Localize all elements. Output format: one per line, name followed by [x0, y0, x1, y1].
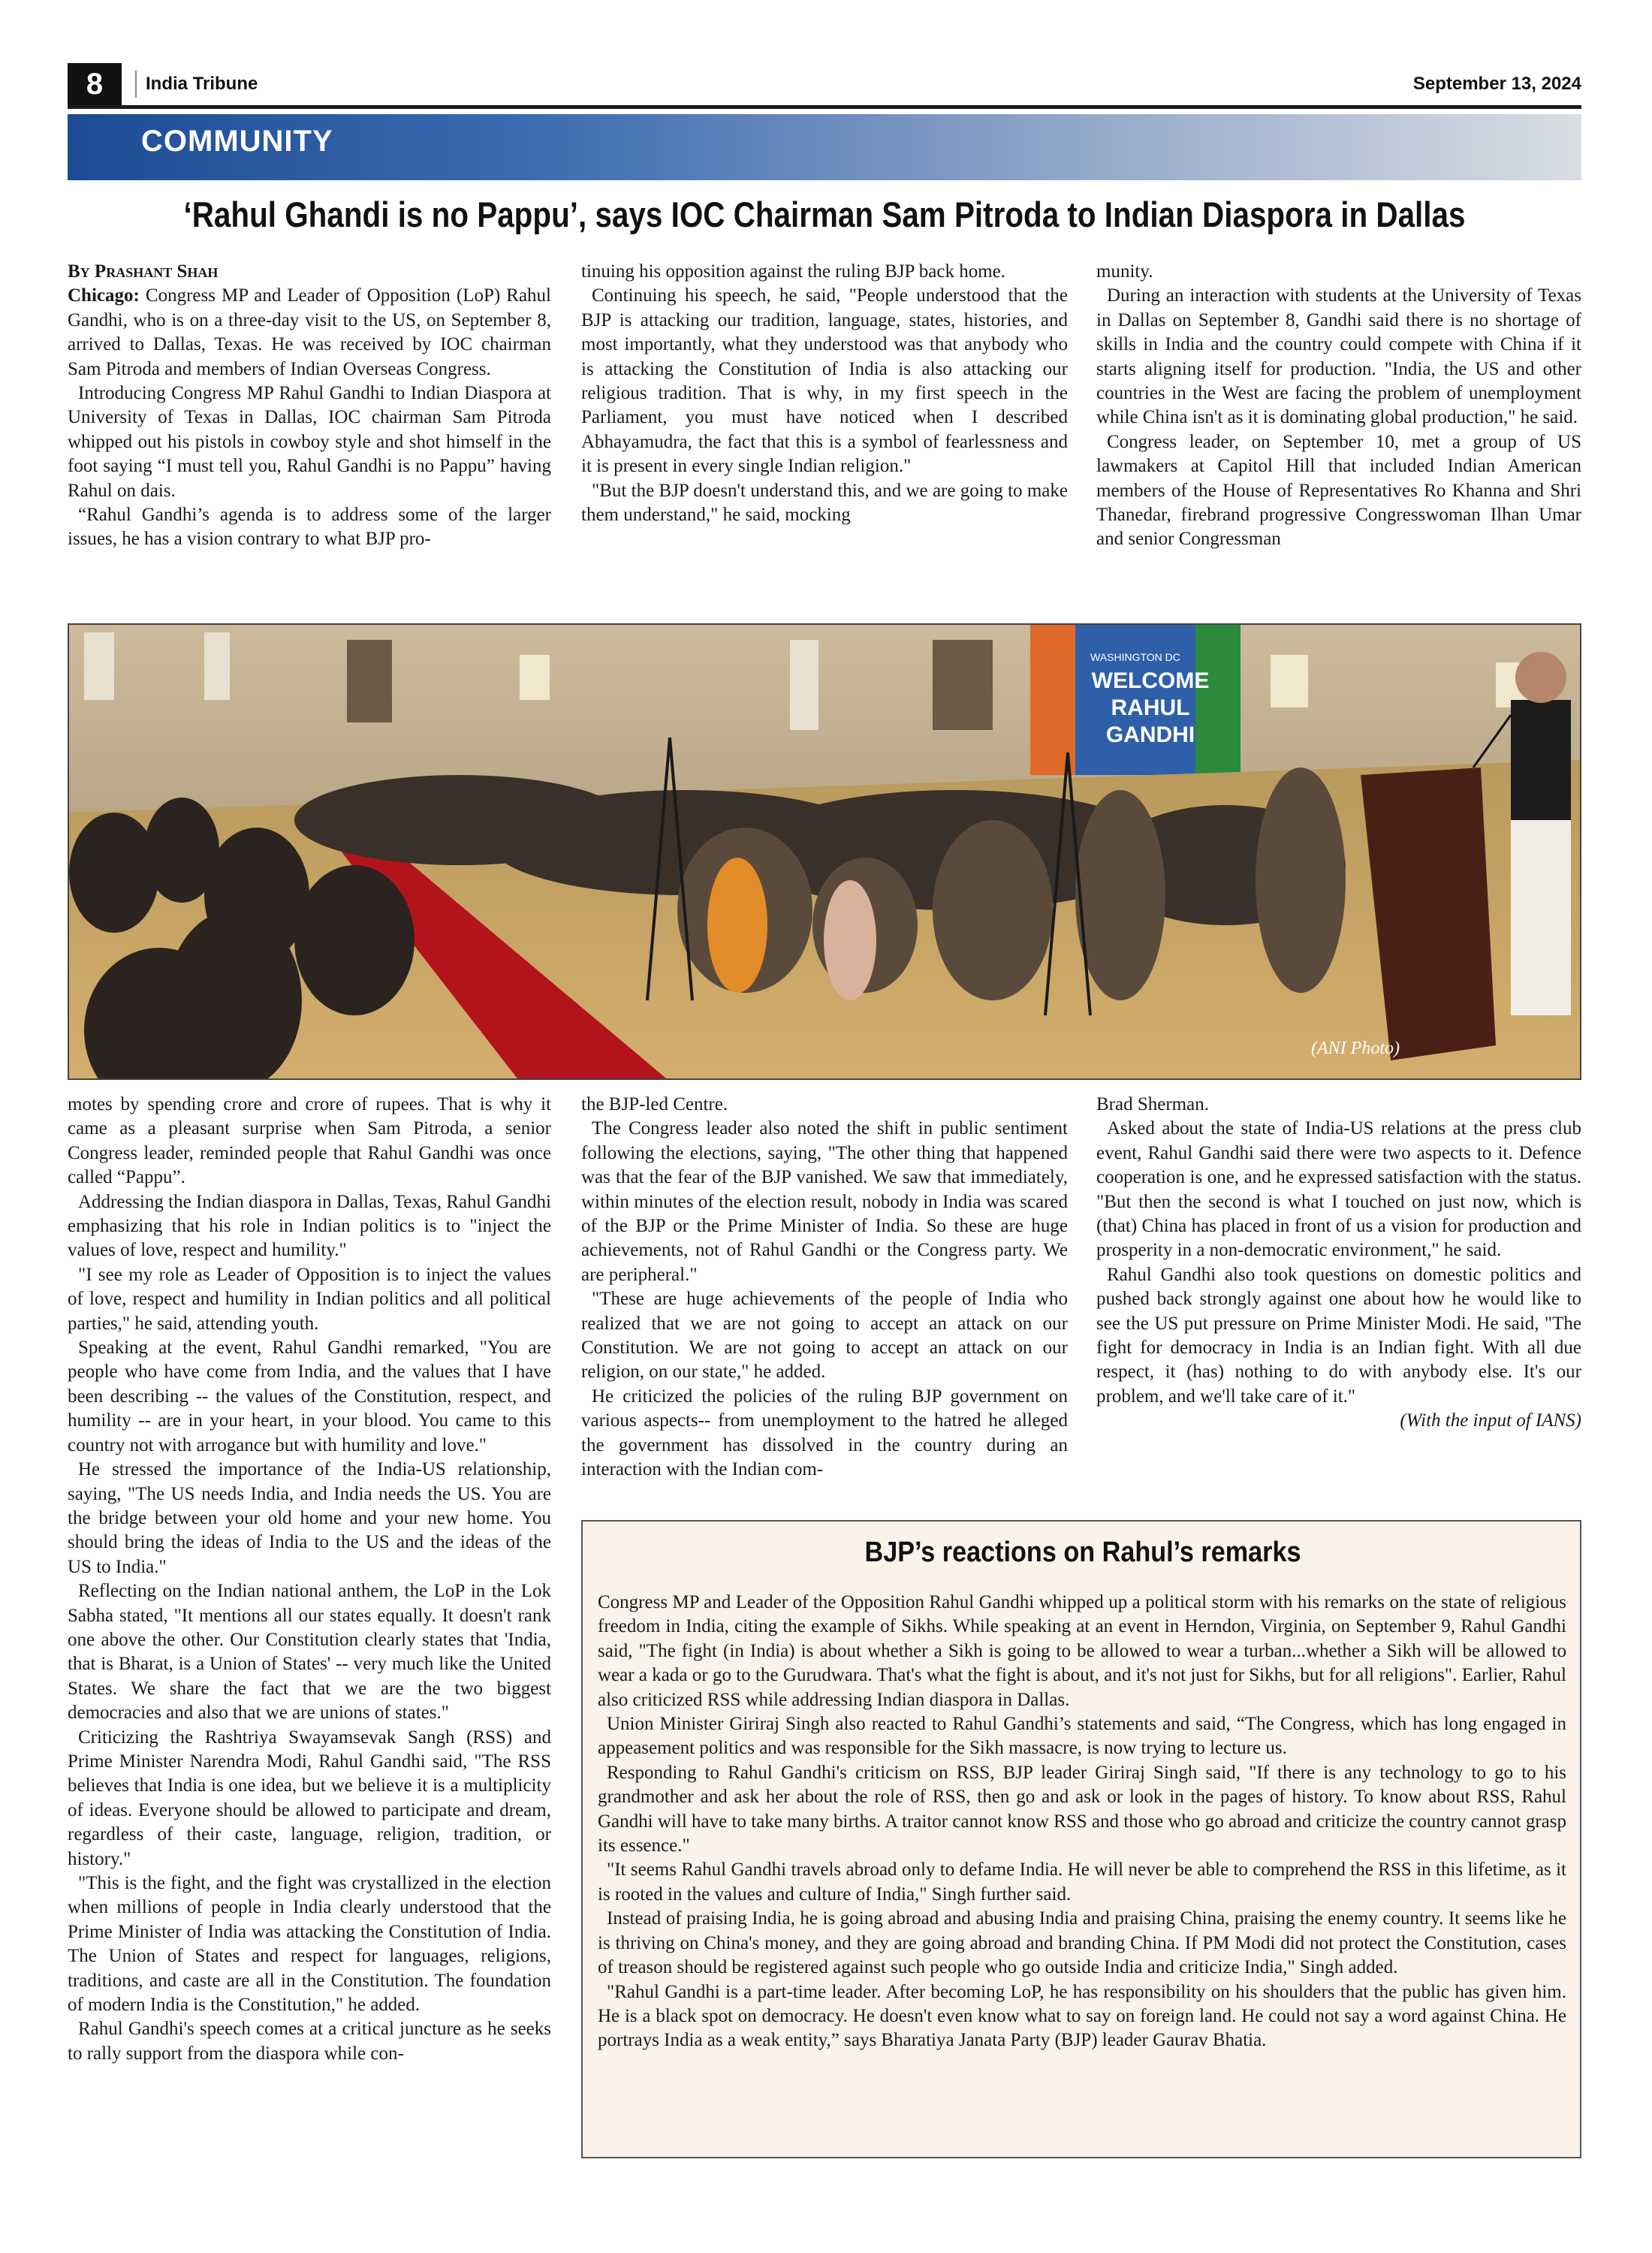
- top-column-3: [1096, 260, 1581, 552]
- photo-credit: (ANI Photo): [1311, 1039, 1400, 1058]
- banner-text-1: WASHINGTON DC: [1090, 651, 1180, 663]
- source-credit: (With the input of IANS): [1400, 1410, 1581, 1431]
- paragraph: Responding to Rahul Gandhi's criticism on RSS, BJP leader Giriraj Singh said, "If there is any technology to go to his grandmother and ask her about the role of RSS, then go and ask or look in the pages of history. To know about RSS, Rahul Gandhi will have to take many births. A traitor cannot know RSS and those who go abroad and criticize the country cannot grasp its essence.": [598, 1762, 1566, 1856]
- paragraph: Union Minister Giriraj Singh also reacted to Rahul Gandhi’s statements and said, “The Congress, which has long engaged in appeasement politics and was responsible for the Sikh massacre, is now trying to lecture us.: [598, 1714, 1566, 1759]
- banner-text-3: RAHUL: [1111, 695, 1190, 720]
- section-band: [68, 114, 1581, 180]
- paragraph: Speaking at the event, Rahul Gandhi remarked, "You are people who have come from India, and the values that I have been describing -- the values of the Constitution, respect, and humility -- are in your heart, in your blood. You came to this country not with arrogance but with humility and love.": [68, 1338, 551, 1455]
- article-headline: ‘Rahul Ghandi is no Pappu’, says IOC Chairman Sam Pitroda to Indian Diaspora in Dallas: [183, 195, 1466, 234]
- sidebar-text: [598, 1591, 1566, 2053]
- paragraph: Introducing Congress MP Rahul Gandhi to Indian Diaspora at University of Texas in Dallas, IOC chairman Sam Pitroda whipped out his pistols in cowboy style and shot himself in the foot saying “I must tell you, Rahul Gandhi is no Pappu” having Rahul on dais.: [68, 383, 551, 501]
- paragraph: Addressing the Indian diaspora in Dallas, Texas, Rahul Gandhi emphasizing that his role in Indian politics is to "inject the values of love, respect and humility.": [68, 1191, 551, 1261]
- header-divider: [135, 71, 137, 98]
- paragraph: munity.: [1096, 261, 1153, 282]
- paragraph: "This is the fight, and the fight was crystallized in the election when millions of people in India clearly understood that the Prime Minister of India was attacking the Constitution of India. The Union of States and respect for languages, religions, traditions, and caste are all in the Constitution. The foundation of modern India is the Constitution," he added.: [68, 1873, 551, 2016]
- bottom-column-1: [68, 1093, 551, 2066]
- paragraph: Continuing his speech, he said, "People understood that the BJP is attacking our tradition, language, states, histories, and most importantly, what they understood was that anybody who is attacking the Constitution of India is also attacking our religious tradition. That is why, in my first speech in the Parliament, you must have noticed when I described Abhayamudra, the fact that this is a symbol of fearlessness and it is present in every single Indian religion.": [581, 285, 1068, 477]
- paragraph: During an interaction with students at the University of Texas in Dallas on September 8, Gandhi said there is no shortage of skills in India and the country could compete with China if it starts aligning itself for production. "India, the US and other countries in the West are facing the problem of unemployment while China isn't as it is dominating global production," he said.: [1096, 285, 1581, 428]
- top-column-1: [68, 260, 551, 552]
- paragraph: Reflecting on the Indian national anthem, the LoP in the Lok Sabha stated, "It mentions all our states equally. It doesn't rank one above the other. Our Constitution clearly states that 'India, that is Bharat, is a Union of States' -- very much like the United States. We share the fact that we are the two biggest democracies and also that we are unions of states.": [68, 1581, 551, 1724]
- paragraph: "Rahul Gandhi is a part-time leader. After becoming LoP, he has responsibility on his shoulders that the public has given him. He is a black spot on democracy. He doesn't even know what to say on foreign land. He could not say a word against China. He portrays India as a weak entity,” says Bharatiya Janata Party (BJP) leader Gaurav Bhatia.: [598, 1981, 1566, 2051]
- byline: By Prashant Shah: [68, 261, 219, 282]
- bottom-column-2: [581, 1093, 1068, 1482]
- banner-text-4: GANDHI: [1105, 722, 1195, 747]
- paragraph: He criticized the policies of the ruling BJP government on various aspects-- from unemployment to the hatred he alleged the government has dissolved in the country during an interaction with the Indian com-: [581, 1386, 1068, 1480]
- paragraph: Congress MP and Leader of the Opposition Rahul Gandhi whipped up a political storm with his remarks on the state of religious freedom in India, citing the example of Sikhs. While speaking at an event in Herndon, Virginia, on September 9, Rahul Gandhi said, "The fight (in India) is about whether a Sikh is going to be allowed to wear a turban...whether a Sikh will be allowed to wear a kada or go to the Gurudwara. That's what the fight is about, and it's not just for Sikhs, but for all religions". Earlier, Rahul also criticized RSS while addressing Indian diaspora in Dallas.: [598, 1592, 1566, 1710]
- paragraph: "These are huge achievements of the people of India who realized that we are not going to accept an attack on our Constitution. We are not going to accept an attack on our religion, on our state," he added.: [581, 1289, 1068, 1383]
- paragraph: Congress MP and Leader of Opposition (LoP) Rahul Gandhi, who is on a three-day visit to the US, on September 8, arrived to Dallas, Texas. He was received by IOC chairman Sam Pitroda and members of Indian Overseas Congress.: [68, 285, 552, 379]
- paragraph: Criticizing the Rashtriya Swayamsevak Sangh (RSS) and Prime Minister Narendra Modi, Rahul Gandhi said, "The RSS believes that India is one idea, but we believe it is a multiplicity of ideas. Everyone should be allowed to participate and dream, regardless of their caste, language, religion, tradition, or history.": [68, 1727, 551, 1869]
- issue-date: September 13, 2024: [1412, 74, 1581, 94]
- sidebar-title: BJP’s reactions on Rahul’s remarks: [864, 1537, 1301, 1568]
- page-number: 8: [68, 63, 122, 105]
- event-photo-illustration: [69, 625, 1581, 1080]
- paragraph: Brad Sherman.: [1096, 1094, 1209, 1114]
- paragraph: Instead of praising India, he is going abroad and abusing India and praising China, praising the enemy country. It seems like he is thriving on China's money, and they are going abroad and branding China. If PM Modi did not protect the Constitution, cases of treason should be registered against such people who go outside India and criticize India," Singh added.: [598, 1908, 1566, 1978]
- top-column-2: [581, 260, 1068, 527]
- paragraph: He stressed the importance of the India-US relationship, saying, "The US needs India, and India needs the US. You are the bridge between your old home and your new home. You should bring the ideas of India to the US and the ideas of the US to India.": [68, 1459, 551, 1577]
- paragraph: tinuing his opposition against the ruling BJP back home.: [581, 261, 1006, 282]
- paragraph: the BJP-led Centre.: [581, 1094, 728, 1114]
- paragraph: The Congress leader also noted the shift in public sentiment following the elections, saying, "The other thing that happened was that the fear of the BJP vanished. We saw that immediately, within minutes of the election result, nobody in India was scared of the BJP or the Prime Minister of India. So these are huge achievements, not of Rahul Gandhi or the Congress party. We are peripheral.": [581, 1118, 1068, 1285]
- paragraph: "It seems Rahul Gandhi travels abroad only to defame India. He will never be able to comprehend the RSS in this lifetime, as it is rooted in the values and culture of India," Singh further said.: [598, 1859, 1566, 1905]
- sidebar-box: [581, 1520, 1581, 2158]
- section-label: COMMUNITY: [141, 125, 333, 158]
- paragraph: "I see my role as Leader of Opposition is to inject the values of love, respect and humility in Indian politics and all political parties," he said, attending youth.: [68, 1264, 551, 1334]
- paragraph: Rahul Gandhi's speech comes at a critical juncture as he seeks to rally support from the diaspora while con-: [68, 2019, 551, 2064]
- dateline: Chicago:: [68, 285, 140, 306]
- paragraph: "But the BJP doesn't understand this, and we are going to make them understand," he said, mocking: [581, 480, 1068, 526]
- paragraph: Asked about the state of India-US relations at the press club event, Rahul Gandhi said there were two aspects to it. Defence cooperation is one, and he expressed satisfaction with the status. "But then the second is what I touched on just now, which is (that) China has placed in front of us a vision for production and prosperity in a non-democratic environment," he said.: [1096, 1118, 1581, 1261]
- paragraph: Congress leader, on September 10, met a group of US lawmakers at Capitol Hill that included Indian American members of the House of Representatives Ro Khanna and Shri Thanedar, firebrand progressive Congresswoman Ilhan Umar and senior Congressman: [1096, 431, 1581, 550]
- paragraph: Rahul Gandhi also took questions on domestic politics and pushed back strongly against one about how he would like to see the US put pressure on Prime Minister Modi. He said, "The fight for democracy in India is an Indian fight. With all due respect, it (has) nothing to do with anybody else. It's our problem, and we'll take care of it.": [1096, 1264, 1581, 1407]
- banner-text-2: WELCOME: [1091, 668, 1210, 693]
- event-photo: [68, 623, 1581, 1080]
- page-header: [68, 63, 1581, 109]
- publication-name: India Tribune: [146, 74, 258, 94]
- paragraph: “Rahul Gandhi’s agenda is to address some of the larger issues, he has a vision contrary to what BJP pro-: [68, 505, 551, 550]
- bottom-column-3: [1096, 1093, 1581, 1434]
- paragraph: motes by spending crore and crore of rupees. That is why it came as a pleasant surprise when Sam Pitroda, a senior Congress leader, reminded people that Rahul Gandhi was once called “Pappu”.: [68, 1094, 551, 1188]
